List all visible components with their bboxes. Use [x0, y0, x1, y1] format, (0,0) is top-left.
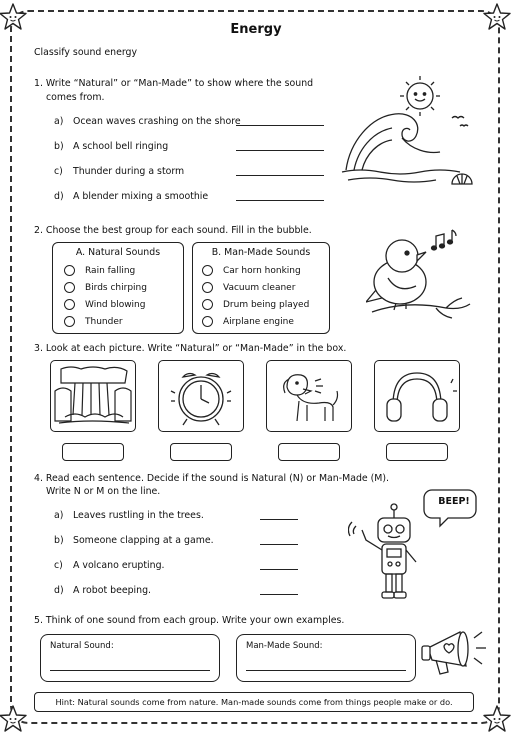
q1-prompt: 1. Write “Natural” or “Man-Made” to show where the sound: [34, 78, 314, 89]
bubble-icon[interactable]: [202, 316, 213, 327]
megaphone-icon: [420, 618, 492, 680]
waterfall-icon: [51, 361, 135, 431]
barking-dog-icon: [267, 361, 351, 431]
bubble-option[interactable]: Vacuum cleaner: [202, 282, 295, 293]
answer-line[interactable]: [236, 200, 324, 201]
q1-prompt-cont: comes from.: [46, 92, 105, 103]
answer-line[interactable]: [260, 569, 298, 570]
q4-prompt: 4. Read each sentence. Decide if the sound is Natural (N) or Man-Made (M).: [34, 473, 390, 484]
picture-box: [158, 360, 244, 432]
bubble-option[interactable]: Car horn honking: [202, 265, 301, 276]
answer-line[interactable]: [260, 544, 298, 545]
q1-item-letter: c): [54, 166, 63, 177]
answer-box[interactable]: [62, 443, 124, 461]
star-icon: [0, 704, 28, 734]
bubble-option[interactable]: Rain falling: [64, 265, 135, 276]
picture-box: [266, 360, 352, 432]
man-made-sound-label: Man-Made Sound:: [246, 641, 323, 651]
answer-line[interactable]: [236, 125, 324, 126]
answer-box[interactable]: [386, 443, 448, 461]
star-icon: [482, 704, 512, 734]
picture-box: [50, 360, 136, 432]
bubble-icon[interactable]: [202, 299, 213, 310]
bubble-icon[interactable]: [64, 265, 75, 276]
bubble-icon[interactable]: [64, 316, 75, 327]
bubble-icon[interactable]: [64, 282, 75, 293]
group-b-title: B. Man-Made Sounds: [211, 247, 311, 258]
alarm-clock-icon: [159, 361, 243, 431]
q1-item-letter: b): [54, 141, 64, 152]
bubble-option[interactable]: Birds chirping: [64, 282, 147, 293]
q1-item-letter: d): [54, 191, 64, 202]
worksheet-subtitle: Classify sound energy: [34, 47, 138, 58]
answer-line[interactable]: [236, 150, 324, 151]
answer-line[interactable]: [246, 670, 406, 671]
answer-line[interactable]: [260, 519, 298, 520]
answer-box[interactable]: [278, 443, 340, 461]
singing-bird-icon: [366, 228, 476, 328]
q1-item-letter: a): [54, 116, 64, 127]
answer-line[interactable]: [236, 175, 324, 176]
q1-item-text: A school bell ringing: [73, 141, 169, 152]
q1-item-text: Ocean waves crashing on the shore: [73, 116, 241, 127]
bubble-icon[interactable]: [202, 265, 213, 276]
bubble-option[interactable]: Drum being played: [202, 299, 309, 310]
natural-sound-label: Natural Sound:: [50, 641, 114, 651]
picture-box: [374, 360, 460, 432]
hint-box: Hint: Natural sounds come from nature. Man-made sounds come from things people make or do.: [34, 692, 474, 712]
answer-line[interactable]: [50, 670, 210, 671]
q4-item-letter: b): [54, 535, 64, 546]
answer-line[interactable]: [260, 594, 298, 595]
q5-prompt: 5. Think of one sound from each group. Write your own examples.: [34, 615, 345, 626]
robot-speech-text: BEEP!: [438, 496, 470, 507]
q4-item-letter: d): [54, 585, 64, 596]
q2-prompt: 2. Choose the best group for each sound. Fill in the bubble.: [34, 225, 312, 236]
q4-prompt-cont: Write N or M on the line.: [46, 486, 161, 497]
q4-item-text: Someone clapping at a game.: [73, 535, 214, 546]
bubble-option[interactable]: Wind blowing: [64, 299, 145, 310]
q1-item-text: A blender mixing a smoothie: [73, 191, 209, 202]
bubble-option[interactable]: Thunder: [64, 316, 123, 327]
q4-item-text: A volcano erupting.: [73, 560, 165, 571]
page-title: Energy: [230, 22, 282, 37]
bubble-option[interactable]: Airplane engine: [202, 316, 294, 327]
q4-item-letter: a): [54, 510, 64, 521]
q4-item-text: Leaves rustling in the trees.: [73, 510, 204, 521]
group-a-title: A. Natural Sounds: [75, 247, 161, 258]
sun-and-ocean-wave-icon: [340, 72, 480, 202]
headphones-icon: [375, 361, 459, 431]
bubble-icon[interactable]: [64, 299, 75, 310]
answer-box[interactable]: [170, 443, 232, 461]
bubble-icon[interactable]: [202, 282, 213, 293]
q3-prompt: 3. Look at each picture. Write “Natural” or “Man-Made” in the box.: [34, 343, 347, 354]
q1-item-text: Thunder during a storm: [73, 166, 185, 177]
q4-item-letter: c): [54, 560, 63, 571]
q4-item-text: A robot beeping.: [73, 585, 152, 596]
